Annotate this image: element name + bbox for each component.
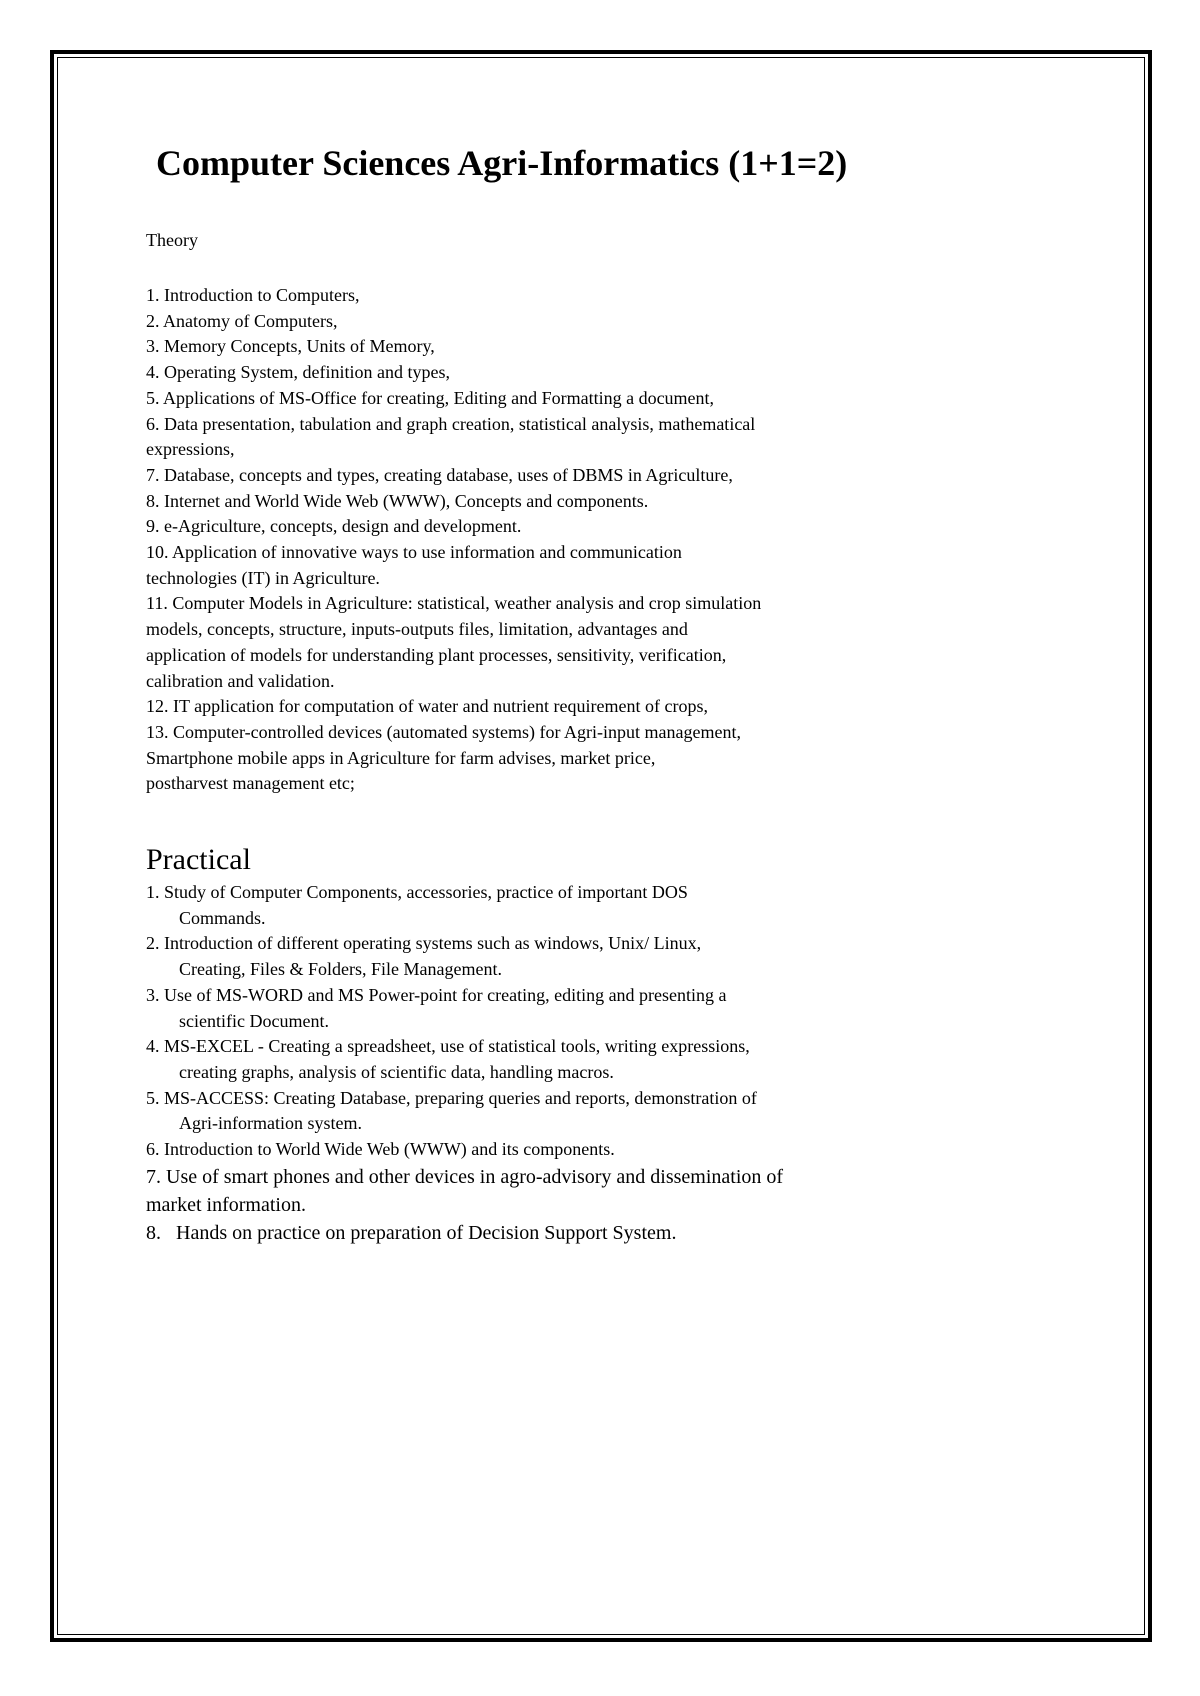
theory-line: 3. Memory Concepts, Units of Memory, (146, 336, 435, 357)
theory-line: 9. e-Agriculture, concepts, design and development. (146, 516, 522, 537)
theory-line: 13. Computer-controlled devices (automated systems) for Agri-input management, (146, 721, 741, 742)
document-title: Computer Sciences Agri-Informatics (1+1=2) (156, 143, 848, 183)
practical-item (146, 983, 936, 1034)
theory-line: 1. Introduction to Computers, (146, 285, 360, 305)
practical-item-continuation: scientific Document. (179, 1010, 329, 1031)
theory-line: Smartphone mobile apps in Agriculture for farm advises, market price, (146, 747, 656, 768)
theory-line: 8. Internet and World Wide Web (WWW), Concepts and components. (146, 490, 649, 511)
theory-heading: Theory (146, 230, 198, 250)
theory-line: 2. Anatomy of Computers, (146, 310, 338, 331)
theory-line: 7. Database, concepts and types, creating database, uses of DBMS in Agriculture, (146, 464, 733, 485)
theory-line: 6. Data presentation, tabulation and graph creation, statistical analysis, mathematical (146, 413, 756, 434)
practical-item-continuation: Creating, Files & Folders, File Management. (179, 959, 502, 980)
practical-item-continuation: Agri-information system. (179, 1113, 362, 1134)
practical-item-continuation: creating graphs, analysis of scientific data, handling macros. (179, 1061, 614, 1082)
theory-line: calibration and validation. (146, 670, 335, 691)
theory-list (146, 283, 936, 797)
practical-item-continuation: Commands. (179, 907, 266, 928)
theory-line: 11. Computer Models in Agriculture: statistical, weather analysis and crop simulation (146, 593, 762, 614)
practical-line-large: 7. Use of smart phones and other devices in agro-advisory and dissemination of (146, 1165, 784, 1188)
theory-line: 10. Application of innovative ways to use information and communication (146, 542, 682, 563)
practical-item (146, 1034, 936, 1085)
theory-line: models, concepts, structure, inputs-outputs files, limitation, advantages and (146, 619, 688, 640)
practical-line-large: market information. (146, 1193, 306, 1216)
theory-line: 5. Applications of MS-Office for creating, Editing and Formatting a document, (146, 387, 715, 408)
practical-item-text: 5. MS-ACCESS: Creating Database, preparing queries and reports, demonstration of (146, 1087, 757, 1108)
practical-item (146, 880, 936, 931)
practical-item-text: 4. MS-EXCEL - Creating a spreadsheet, use of statistical tools, writing expressions, (146, 1036, 750, 1057)
practical-item-text: 3. Use of MS-WORD and MS Power-point for creating, editing and presenting a (146, 984, 727, 1005)
practical-item-text: 1. Study of Computer Components, accessories, practice of important DOS (146, 882, 688, 902)
theory-line: 12. IT application for computation of water and nutrient requirement of crops, (146, 696, 708, 717)
practical-item-text: 2. Introduction of different operating systems such as windows, Unix/ Linux, (146, 933, 702, 954)
theory-line: 4. Operating System, definition and types, (146, 362, 450, 383)
theory-line: postharvest management etc; (146, 773, 355, 794)
practical-item (146, 1086, 936, 1137)
practical-list (146, 880, 936, 1247)
theory-line: application of models for understanding plant processes, sensitivity, verification, (146, 644, 727, 665)
practical-item (146, 1137, 936, 1163)
theory-line: expressions, (146, 439, 235, 460)
practical-item-text: 6. Introduction to World Wide Web (WWW) and its components. (146, 1139, 615, 1160)
practical-heading: Practical (146, 843, 251, 876)
practical-item (146, 931, 936, 982)
theory-line: technologies (IT) in Agriculture. (146, 567, 380, 588)
practical-line-large: 8. Hands on practice on preparation of Decision Support System. (146, 1221, 677, 1244)
